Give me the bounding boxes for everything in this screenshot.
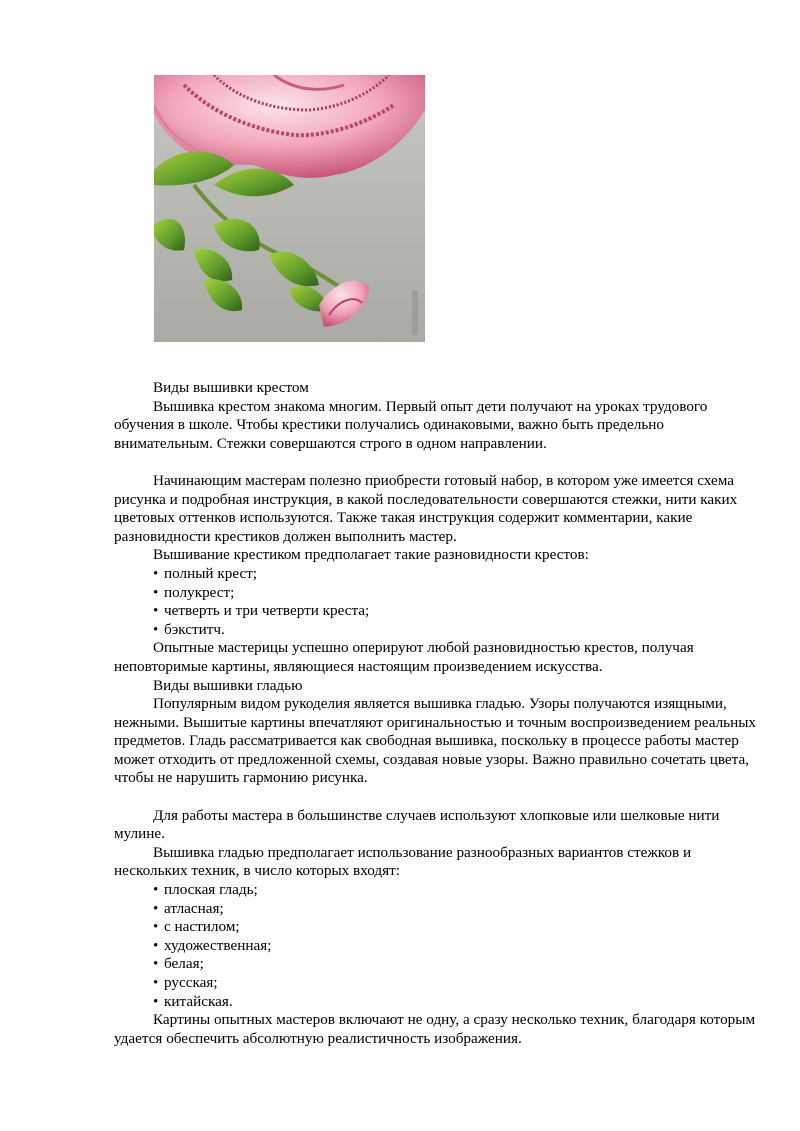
list-item bbox=[114, 584, 760, 603]
document-text bbox=[114, 379, 760, 1048]
section2-heading: Виды вышивки гладью bbox=[153, 676, 303, 694]
bullet-icon: • bbox=[153, 602, 159, 620]
bullet-icon: • bbox=[153, 992, 159, 1010]
list-item-text: с настилом; bbox=[164, 918, 240, 936]
list-item-text: белая; bbox=[164, 955, 204, 973]
list-item bbox=[114, 937, 760, 956]
section1-paragraph-2: Начинающим мастерам полезно приобрести готовый набор, в котором уже имеется схема рисунка и подробная инструкция, в какой последовательности совершаются стежки, нити каких цветовых оттенков используются. Также такая инструкция содержит комментарии, какие разновидности крестиков должен выполнить мастер. bbox=[114, 471, 738, 545]
section1-paragraph-3: Вышивание крестиком предполагает такие разновидности крестов: bbox=[153, 546, 589, 564]
section2-paragraph-3: Вышивка гладью предполагает использование разнообразных вариантов стежков и нескольких техник, в число которых входят: bbox=[114, 843, 692, 880]
list-item bbox=[114, 918, 760, 937]
bullet-icon: • bbox=[153, 955, 159, 973]
list-item bbox=[114, 621, 760, 640]
bullet-icon: • bbox=[153, 899, 159, 917]
list-item-text: русская; bbox=[164, 974, 218, 991]
section1-paragraph-4: Опытные мастерицы успешно оперируют любой разновидностью крестов, получая неповторимые картины, являющиеся настоящим произведением искусства. bbox=[114, 639, 694, 675]
bullet-icon: • bbox=[153, 583, 159, 601]
section1-cross-types-list bbox=[114, 565, 760, 639]
bullet-icon: • bbox=[153, 918, 159, 936]
list-item-text: полный крест; bbox=[164, 564, 258, 582]
list-item bbox=[114, 565, 760, 584]
section1-heading: Виды вышивки крестом bbox=[153, 379, 309, 396]
list-item bbox=[114, 881, 760, 900]
list-item bbox=[114, 900, 760, 919]
list-item-text: полукрест; bbox=[164, 583, 235, 601]
list-item bbox=[114, 974, 760, 993]
list-item-text: плоская гладь; bbox=[164, 881, 258, 899]
list-item-text: бэкститч. bbox=[164, 620, 225, 638]
list-item-text: художественная; bbox=[164, 936, 272, 954]
section1-paragraph-1: Вышивка крестом знакома многим. Первый опыт дети получают на уроках трудового обучения в школе. Чтобы крестики получались одинаковыми, важно быть предельно внимательным. Стежки совершаются строго в одном направлении. bbox=[114, 397, 708, 452]
list-item-text: атласная; bbox=[164, 899, 224, 917]
list-item bbox=[114, 602, 760, 621]
section2-paragraph-1: Популярным видом рукоделия является вышивка гладью. Узоры получаются изящными, нежными. Вышитые картины впечатляют оригинальностью и точным воспроизведением реальных предметов. Гладь рассматривается как свободная вышивка, поскольку в процессе работы мастер может отходить от предложенной схемы, создавая новые узоры. Важно правильно сочетать цвета, чтобы не нарушить гармонию рисунка. bbox=[114, 695, 756, 787]
paragraph-gap bbox=[114, 453, 760, 472]
list-item bbox=[114, 955, 760, 974]
section2-paragraph-4: Картины опытных мастеров включают не одну, а сразу несколько техник, благодаря которым удается обеспечить абсолютную реалистичность изображения. bbox=[114, 1011, 756, 1047]
list-item-text: четверть и три четверти креста; bbox=[164, 602, 370, 620]
bullet-icon: • bbox=[153, 881, 159, 899]
embroidered-rose-image bbox=[154, 75, 425, 342]
bullet-icon: • bbox=[153, 974, 159, 991]
paragraph-gap bbox=[114, 788, 760, 807]
rose-illustration bbox=[154, 75, 425, 342]
list-item-text: китайская. bbox=[164, 992, 233, 1010]
list-item bbox=[114, 993, 760, 1012]
section2-stitch-types-list bbox=[114, 881, 760, 1011]
section2-paragraph-2: Для работы мастера в большинстве случаев используют хлопковые или шелковые нити мулине. bbox=[114, 806, 720, 843]
bullet-icon: • bbox=[153, 564, 159, 582]
bullet-icon: • bbox=[153, 936, 159, 954]
bullet-icon: • bbox=[153, 620, 159, 638]
